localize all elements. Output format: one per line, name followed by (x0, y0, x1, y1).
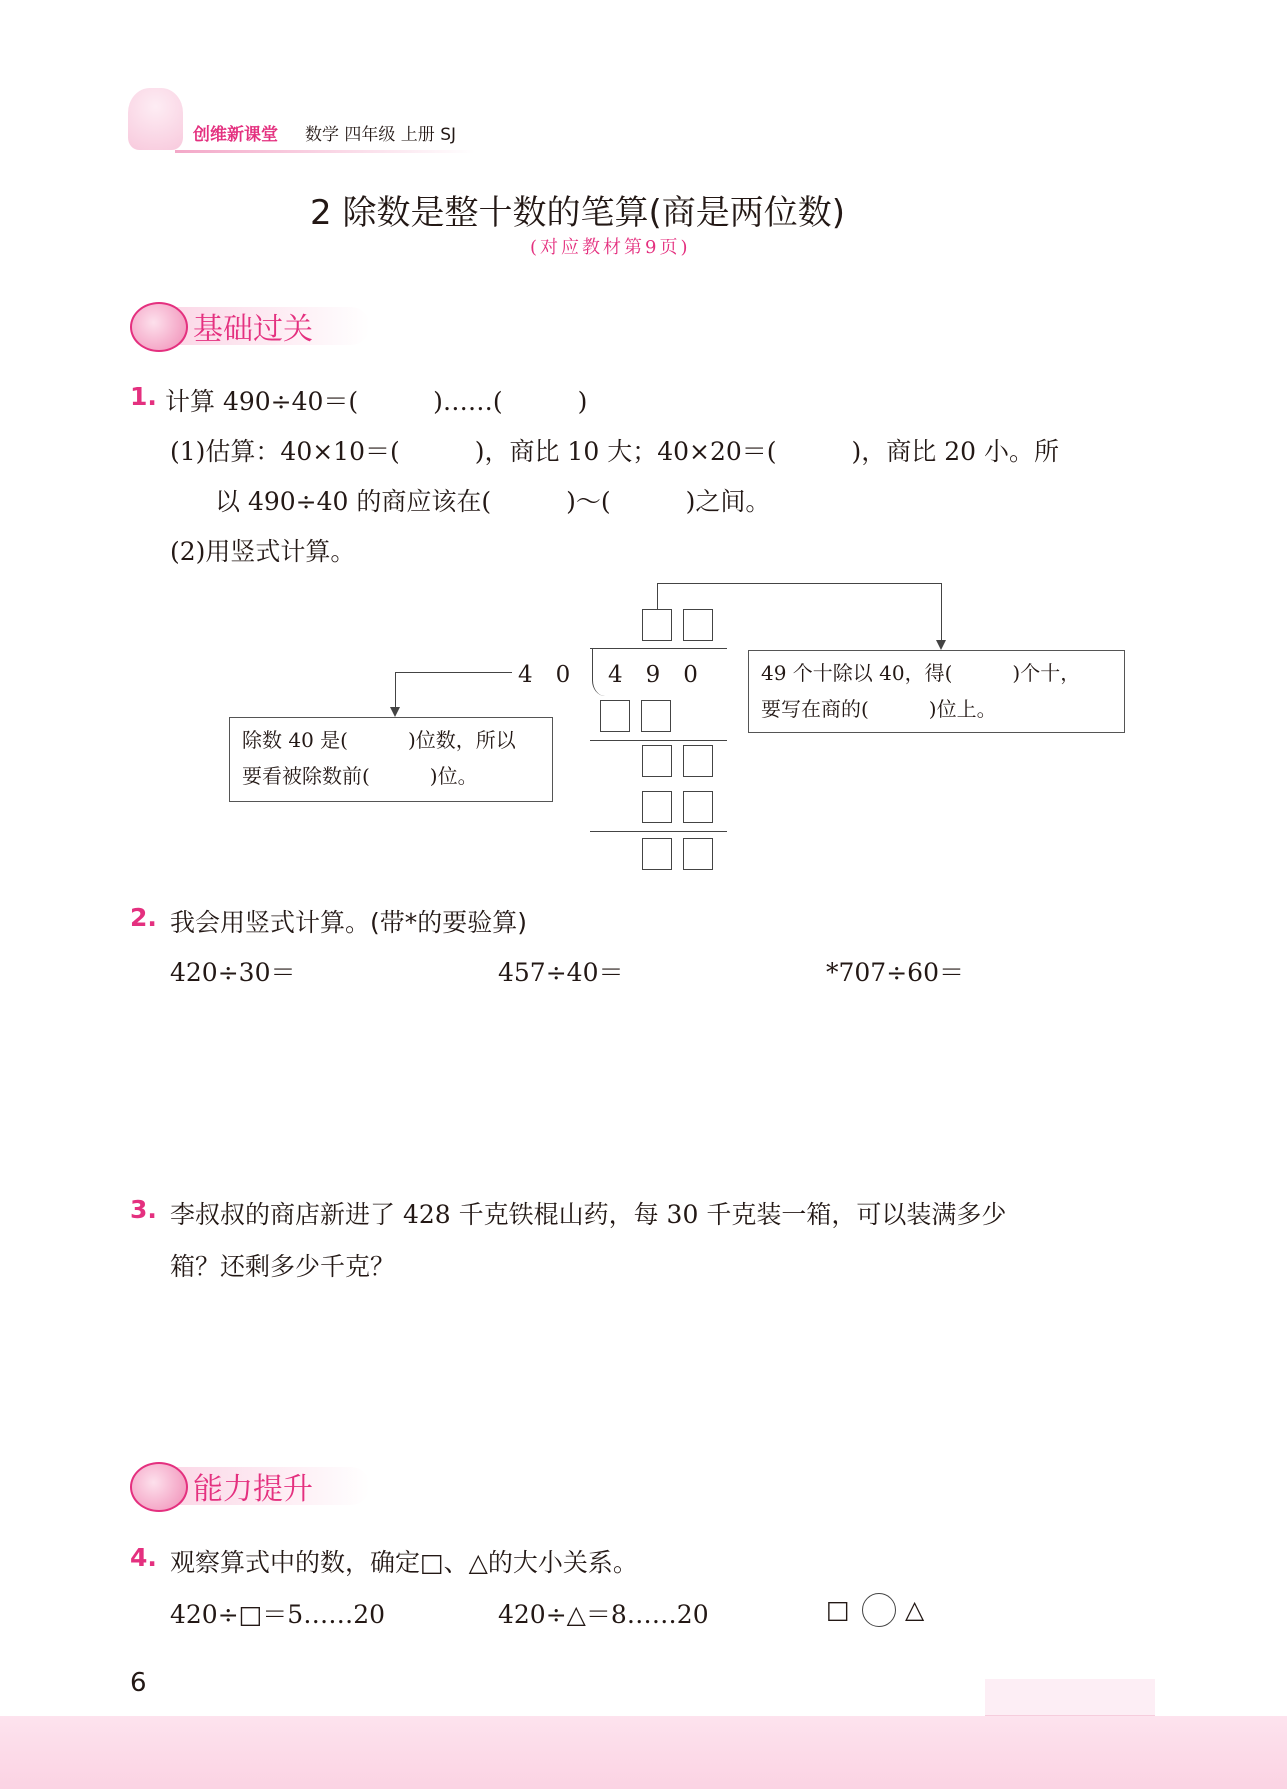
compare-circle[interactable] (862, 1593, 896, 1627)
compare-right: △ (905, 1595, 925, 1624)
castle-illustration (985, 1655, 1155, 1717)
dividend: 4 9 0 (608, 662, 698, 688)
answer-box[interactable] (641, 700, 671, 732)
hint-right-line1: 49 个十除以 40，得( )个十， (761, 661, 1081, 685)
section-title-advanced: 能力提升 (193, 1472, 313, 1507)
page-number: 6 (130, 1668, 147, 1698)
subtraction-line (590, 740, 727, 741)
textbook-reference: (对应教材第9页) (530, 237, 691, 258)
arrow-down-icon (390, 707, 400, 717)
hint-box-right (748, 650, 1125, 733)
question-3-line1: 李叔叔的商店新进了 428 千克铁棍山药，每 30 千克装一箱，可以装满多少 (170, 1200, 1007, 1229)
hint-left-line1: 除数 40 是( )位数，所以 (242, 728, 516, 752)
equation: 420÷30＝ (170, 958, 296, 987)
header-underline (175, 150, 475, 153)
equation: 420÷△＝8……20 (498, 1600, 709, 1629)
connector-line (657, 583, 941, 584)
question-3-line2: 箱？还剩多少千克？ (170, 1252, 396, 1281)
equation: *707÷60＝ (826, 958, 964, 987)
answer-box[interactable] (683, 745, 713, 777)
compare-left: □ (826, 1595, 850, 1624)
answer-box[interactable] (642, 609, 672, 641)
connector-line (657, 583, 658, 609)
answer-box[interactable] (642, 745, 672, 777)
connector-line (395, 672, 396, 708)
question-number: 3. (130, 1195, 157, 1224)
section-title-basic: 基础过关 (193, 312, 313, 347)
connector-line (941, 583, 942, 640)
kids-illustration (128, 88, 183, 150)
answer-box[interactable] (683, 838, 713, 870)
section-badge-icon (130, 302, 188, 352)
subtraction-line (590, 831, 727, 832)
equation: 457÷40＝ (498, 958, 624, 987)
question-2-text: 我会用竖式计算。(带*的要验算) (170, 908, 528, 937)
question-1-part2: (2)用竖式计算。 (170, 537, 356, 566)
question-4-text: 观察算式中的数，确定□、△的大小关系。 (170, 1548, 638, 1577)
book-info: 数学 四年级 上册 SJ (305, 125, 457, 145)
question-1-part1-line2: 以 490÷40 的商应该在( )～( )之间。 (215, 487, 771, 516)
hint-box-left (229, 717, 553, 802)
answer-box[interactable] (642, 791, 672, 823)
section-badge-icon (130, 1462, 188, 1512)
question-number: 4. (130, 1543, 157, 1572)
connector-line (395, 672, 512, 673)
question-number: 2. (130, 903, 157, 932)
division-bracket (592, 648, 605, 696)
answer-box[interactable] (683, 609, 713, 641)
divisor: 4 0 (518, 662, 571, 688)
brand-name: 创维新课堂 (193, 125, 278, 145)
question-1-part1-line1: (1)估算：40×10＝( )，商比 10 大；40×20＝( )，商比 20 小。所 (170, 437, 1059, 466)
page-title: 2 除数是整十数的笔算(商是两位数) (310, 193, 845, 233)
question-1-text: 计算 490÷40＝( )……( ) (165, 387, 588, 416)
equation: 420÷□＝5……20 (170, 1600, 386, 1629)
hint-right-line2: 要写在商的( )位上。 (761, 697, 997, 721)
division-bar (590, 648, 727, 649)
answer-box[interactable] (600, 700, 630, 732)
answer-box[interactable] (683, 791, 713, 823)
answer-box[interactable] (642, 838, 672, 870)
footer-band (0, 1716, 1287, 1789)
question-number: 1. (130, 382, 157, 411)
arrow-down-icon (936, 640, 946, 650)
hint-left-line2: 要看被除数前( )位。 (242, 764, 478, 788)
